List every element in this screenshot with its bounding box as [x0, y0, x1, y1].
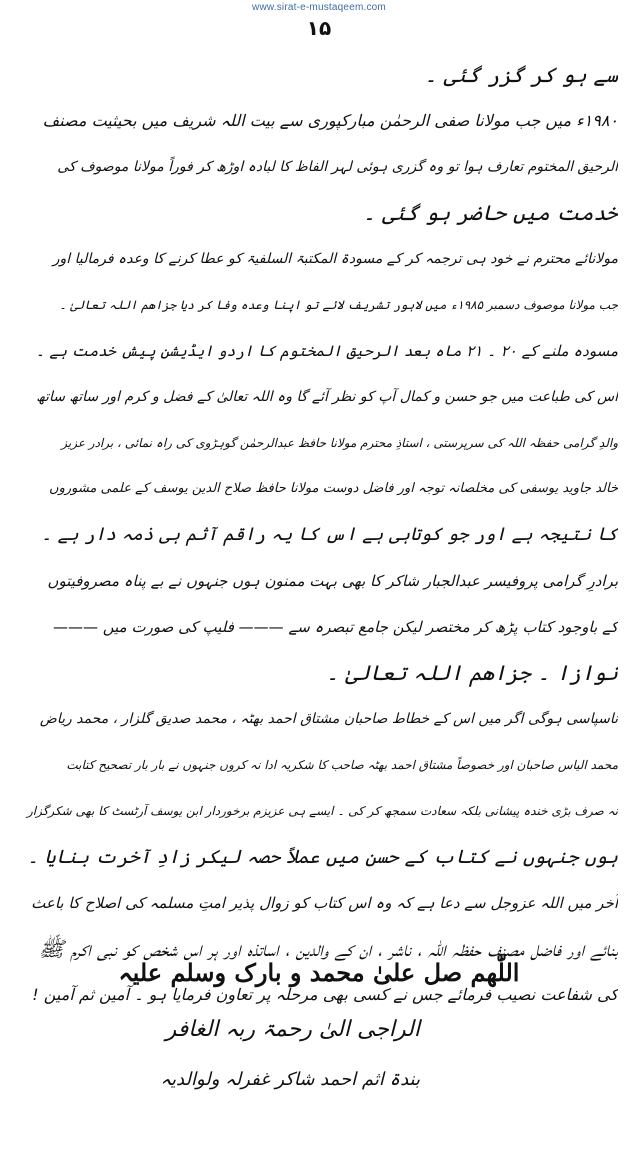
closing-blessing: اللّٰھم صل علیٰ محمد و بارک وسلم علیہ — [118, 958, 520, 987]
text-line: مسودہ ملنے کے ۲۰ ۔ ۲۱ ماہ بعد الرحیق المختوم کا اردو ایڈیشن پیش خدمت ہے ۔ — [35, 342, 618, 360]
text-line: والدِ گرامی حفظہ اللہ کی سرپرستی ، استاذِ محترم مولانا حافظ عبدالرحمٰن گوہڑوی کی راہ نمائی ، برادر عزیز — [61, 436, 618, 450]
text-line: الرحیق المختوم تعارف ہوا تو وہ گزری ہوئی لہر الفاظ کا لبادہ اوڑھ کر فوراً مولانا موصوف کی — [57, 159, 618, 175]
text-line: کے باوجود کتاب پڑھ کر مختصر لیکن جامع تبصرہ سے ——— فلیپ کی صورت میں ——— — [52, 618, 618, 636]
site-url: www.sirat-e-mustaqeem.com — [252, 2, 386, 13]
body-text — [22, 52, 618, 1018]
text-line: نوازا ۔ جزاھم اللہ تعالیٰ ۔ — [326, 661, 618, 685]
text-line: مولانائے محترم نے خود ہی ترجمہ کر کے مسودۃ المکتبۃ السلفیۃ کو عطا کرنے کا وعدہ فرمالیا اور — [52, 251, 618, 267]
signature-name: بندۃ اثم احمد شاکر غفرلہ ولوالدیہ — [160, 1069, 420, 1090]
text-line: ناسپاسی ہوگی اگر میں اس کے خطاط صاحبان مشتاق احمد بھٹہ ، محمد صدیق گلزار ، محمد ریاض — [39, 711, 618, 727]
text-line: بنائے اور فاضل مصنف حفظہ اللہ ، ناشر ، ان کے والدین ، اساتذہ اور ہر اس شخص کو نبی اکرم ﷺ — [38, 937, 618, 961]
text-line: ۱۹۸۰ء میں جب مولانا صفی الرحمٰن مبارکپوری سے بیت اللہ شریف میں بحیثیت مصنف — [42, 111, 618, 130]
text-line: محمد الیاس صاحبان اور خصوصاً مشتاق احمد بھٹہ صاحب کا شکریہ ادا نہ کروں جنہوں نے بار بار تصحیح کتابت — [66, 758, 618, 772]
text-line: آخر میں اللہ عزوجل سے دعا ہے کہ وہ اس کتاب کو زوال پذیر امتِ مسلمہ کی اصلاح کا باعث — [31, 894, 618, 912]
text-line: خدمت میں حاضر ہو گئی ۔ — [363, 201, 618, 225]
signature-block — [120, 1005, 420, 1105]
text-line: اس کی طباعت میں جو حسن و کمال آپ کو نظر آئے گا وہ اللہ تعالیٰ کے فضل و کرم اور ساتھ ساتھ — [36, 389, 618, 405]
text-line: جب مولانا موصوف دسمبر ۱۹۸۵ء میں لاہور تشریف لائے تو اپنا وعدہ وفا کر دیا جزاھم اللہ تعالیٰ ۔ — [59, 298, 618, 312]
text-line: برادرِ گرامی پروفیسر عبدالجبار شاکر کا بھی بہت ممنون ہوں جنہوں نے بے پناہ مصروفیتوں — [47, 572, 618, 590]
text-line: نہ صرف بڑی خندہ پیشانی بلکہ سعادت سمجھ کر کی ۔ ایسے ہی عزیزم برخوردار ابن یوسف آرٹسٹ کا بھی شکرگزار — [26, 804, 618, 818]
text-line: کی شفاعت نصیب فرمائے جس نے کسی بھی مرحلہ پر تعاون فرمایا ہو ۔ آمین ثم آمین ! — [32, 985, 618, 1004]
text-line: ہوں جنہوں نے کتاب کے حسن میں عملاً حصہ لیکر زادِ آخرت بنایا ۔ — [27, 846, 618, 868]
text-line: خالد جاوید یوسفی کی مخلصانہ توجہ اور فاضل دوست مولانا حافظ صلاح الدین یوسف کے علمی مشوروں — [49, 481, 618, 496]
text-line: سے ہو کر گزر گئی ۔ — [424, 63, 618, 87]
page-number: ۱۵ — [306, 16, 332, 40]
text-line: کا نتیجہ ہے اور جو کوتاہی ہے اس کا یہ راقم آثم ہی ذمہ دار ہے ۔ — [41, 524, 618, 545]
signature-line: الراجی الیٰ رحمۃ ربہ الغافر — [165, 1017, 420, 1042]
